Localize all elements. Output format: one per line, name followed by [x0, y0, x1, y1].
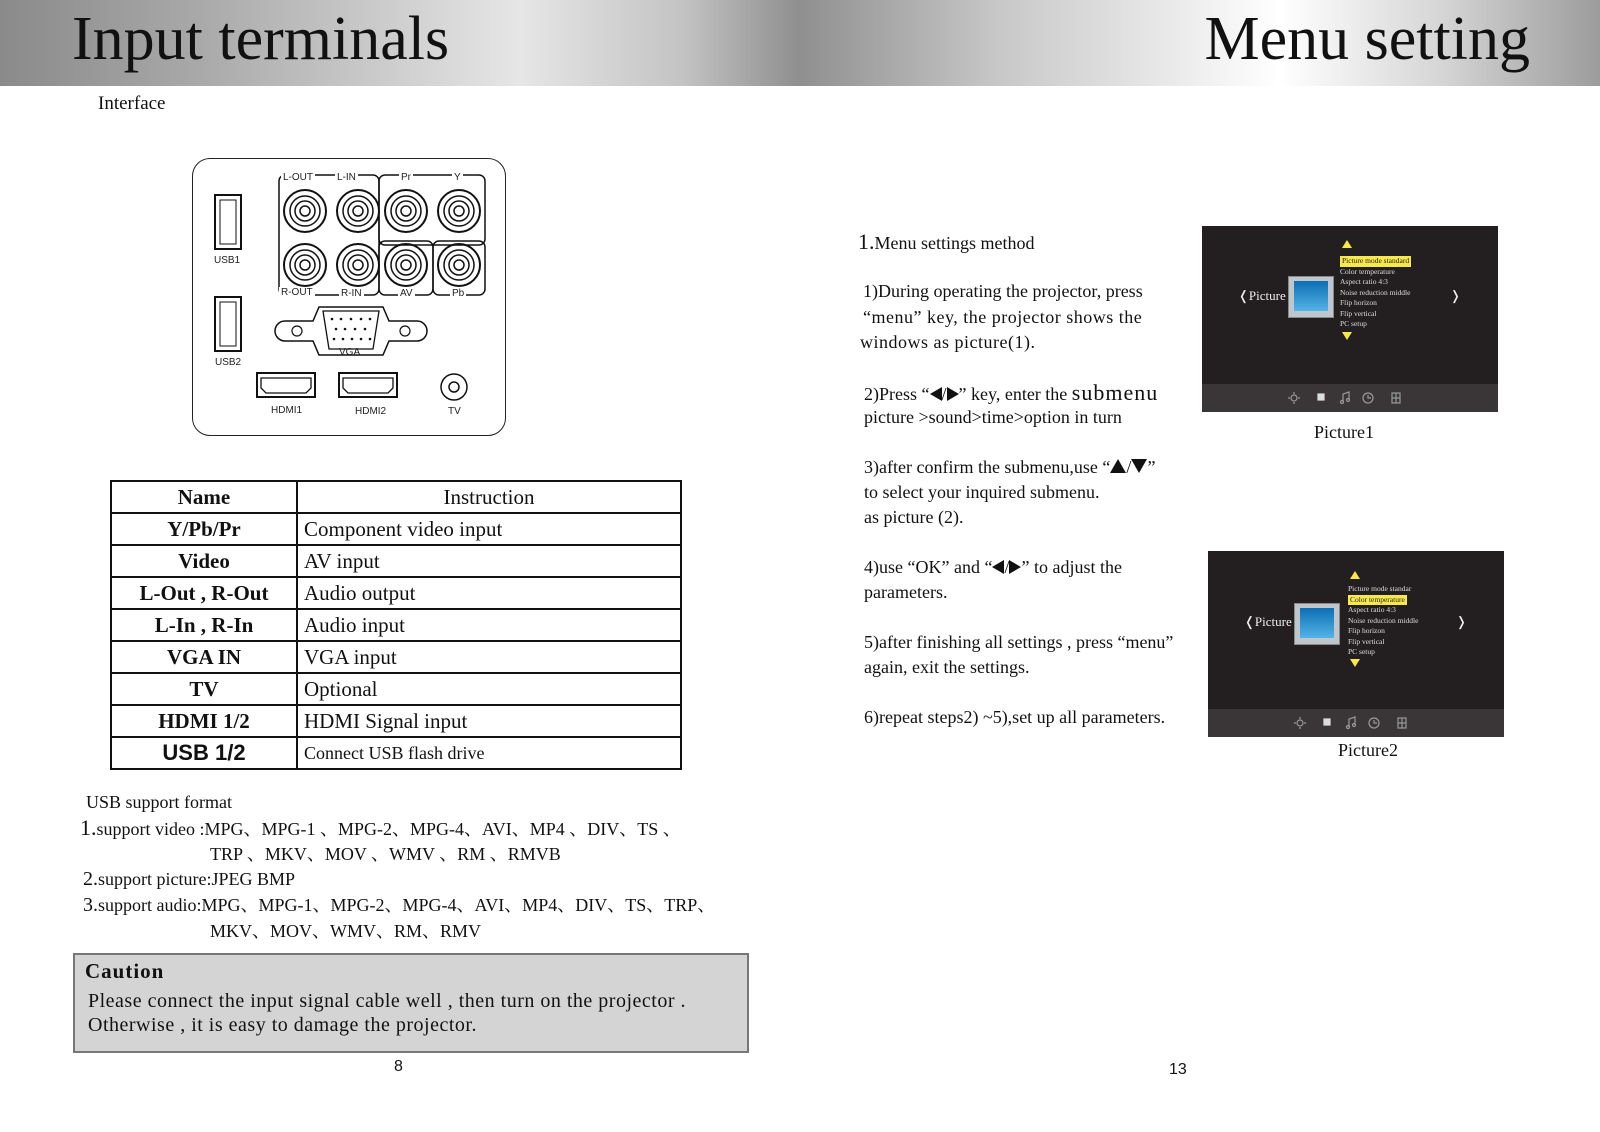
usb-audio-line2: MKV、MOV、WMV、RM、RMV: [210, 921, 482, 941]
right-page-number: 13: [1169, 1061, 1187, 1078]
label-tv: TV: [448, 406, 461, 417]
step2-text-pre: 2)Press “: [864, 384, 930, 404]
up-arrow-icon: [1350, 571, 1360, 579]
picture1-caption: Picture1: [1314, 422, 1374, 442]
monitor-icon: [1288, 276, 1334, 318]
menu-item: PC setup: [1348, 647, 1375, 656]
monitor-icon: [1294, 603, 1340, 645]
step1-line1: 1)During operating the projector, press: [863, 281, 1143, 301]
table-cell-instruction: VGA input: [297, 641, 681, 673]
menu-item: Flip horizon: [1348, 626, 1385, 635]
menu-item-label: Color temperature: [1350, 594, 1405, 604]
label-r-in: R-IN: [341, 288, 362, 299]
step4-text-pre: 4)use “OK” and “: [864, 557, 993, 577]
label-y: Y: [454, 172, 461, 183]
menu-item: Noise reduction middle: [1348, 615, 1419, 625]
usb-support-picture: [83, 867, 295, 892]
picture2-screen: [1208, 551, 1504, 737]
step5-line2: again, exit the settings.: [864, 657, 1030, 677]
usb2-port: [215, 297, 241, 351]
left-triangle-icon: [930, 387, 942, 401]
down-arrow-icon: [1350, 659, 1360, 667]
menu-category-icons: [1208, 709, 1504, 737]
usb-support-heading: USB support format: [86, 792, 232, 812]
label-av: AV: [400, 288, 413, 299]
label-usb2: USB2: [215, 357, 242, 368]
caution-title: Caution: [85, 959, 165, 983]
picture1-side-label-text: Picture: [1248, 288, 1286, 303]
connector-panel: [192, 158, 506, 436]
label-l-in: L-IN: [337, 172, 356, 183]
usb-audio-line1: support audio:MPG、MPG-1、MPG-2、MPG-4、AVI、MP4、DIV、TS、TRP、: [98, 895, 716, 915]
table-cell-name: L-Out , R-Out: [111, 577, 297, 609]
table-cell-name: Y/Pb/Pr: [111, 513, 297, 545]
table-cell-instruction: HDMI Signal input: [297, 705, 681, 737]
step1-line2: “menu” key, the projector shows the: [863, 307, 1143, 327]
menu-item: Color temperature: [1340, 266, 1395, 276]
usb-item-number: 1.: [80, 815, 97, 840]
table-cell-name: TV: [111, 673, 297, 705]
label-usb1: USB1: [214, 255, 241, 266]
caution-line: Please connect the input signal cable well , then turn on the projector .: [88, 990, 686, 1012]
table-cell-name: HDMI 1/2: [111, 705, 297, 737]
table-cell-instruction: Audio output: [297, 577, 681, 609]
picture1-menu-list: [1340, 256, 1411, 330]
down-triangle-icon: [1131, 459, 1147, 473]
left-page-title: Input terminals: [72, 5, 450, 73]
menu-item: Flip horizon: [1340, 298, 1377, 307]
picture2-icon-bar: [1208, 709, 1504, 737]
caution-line: Otherwise , it is easy to damage the projector.: [88, 1014, 477, 1036]
step4-line1: 4)use “OK” and “ / ” to adjust the: [864, 557, 1122, 577]
caution-body: [88, 989, 686, 1037]
picture2-menu-list: [1348, 584, 1418, 658]
table-cell-instruction: Audio input: [297, 609, 681, 641]
menu-item: [1348, 595, 1418, 606]
usb-support-audio: [83, 893, 715, 918]
label-vga: VGA: [339, 347, 361, 358]
right-title-banner: [800, 0, 1600, 86]
terminal-table: [110, 480, 682, 770]
menu-item: Aspect ratio 4:3: [1348, 605, 1396, 614]
label-pb: Pb: [452, 288, 465, 299]
step2-line1: 2)Press “ / ” key, enter the submenu: [864, 380, 1159, 405]
menu-item: Flip vertical: [1348, 636, 1385, 646]
label-hdmi2: HDMI2: [355, 406, 387, 417]
menu-item: PC setup: [1340, 319, 1367, 328]
section-number: 1.: [858, 229, 875, 254]
step3-line3: as picture (2).: [864, 507, 964, 527]
hdmi1-port: [257, 373, 315, 397]
right-triangle-icon: [1009, 560, 1021, 574]
section-heading: [858, 229, 1035, 256]
step3-text-pre: 3)after confirm the submenu,use “: [864, 457, 1111, 477]
usb-picture-line: support picture:JPEG BMP: [98, 869, 296, 889]
step4-text-post: ” to adjust the: [1021, 557, 1122, 577]
step5-line1: 5)after finishing all settings , press “menu”: [864, 632, 1174, 652]
chevron-right-icon: ❭: [1450, 288, 1461, 303]
usb-video-line2: TRP 、MKV、MOV 、WMV 、RM 、RMVB: [210, 844, 561, 864]
tv-port: [441, 374, 467, 400]
usb-item-number: 2.: [83, 868, 98, 890]
hdmi2-port: [339, 373, 397, 397]
menu-item: Noise reduction middle: [1340, 287, 1411, 297]
step2-submenu-word: submenu: [1071, 380, 1159, 405]
table-header-instruction: Instruction: [297, 481, 681, 513]
table-cell-instruction: Optional: [297, 673, 681, 705]
picture2-side-label-text: Picture: [1254, 614, 1292, 629]
interface-label: Interface: [98, 93, 166, 114]
table-cell-instruction: Connect USB flash drive: [297, 737, 681, 769]
step1-line3: windows as picture(1).: [860, 332, 1036, 352]
up-arrow-icon: [1342, 240, 1352, 248]
usb-support-video: [80, 815, 681, 842]
left-triangle-icon: [992, 560, 1004, 574]
table-cell-name: USB 1/2: [111, 737, 297, 769]
step6-line: 6)repeat steps2) ~5),set up all parameters.: [864, 707, 1166, 727]
table-row: [111, 513, 681, 545]
table-row: [111, 577, 681, 609]
table-cell-instruction: AV input: [297, 545, 681, 577]
right-page-title: Menu setting: [1204, 5, 1530, 73]
step3-text-end: ”: [1147, 457, 1156, 477]
caution-box: [73, 953, 749, 1053]
menu-item: [1340, 256, 1411, 267]
step3-line2: to select your inquired submenu.: [864, 482, 1100, 502]
left-title-banner: [0, 0, 800, 86]
step4-line2: parameters.: [864, 582, 948, 602]
chevron-right-icon: ❭: [1456, 614, 1467, 629]
table-cell-name: VGA IN: [111, 641, 297, 673]
picture2-side-label: ❬Picture: [1244, 614, 1292, 629]
table-row: [111, 641, 681, 673]
down-arrow-icon: [1342, 332, 1352, 340]
picture2-caption: Picture2: [1338, 740, 1398, 760]
picture1-icon-bar: [1202, 384, 1498, 412]
label-l-out: L-OUT: [283, 172, 313, 183]
table-row: [111, 545, 681, 577]
label-r-out: R-OUT: [281, 287, 313, 298]
table-cell-name: L-In , R-In: [111, 609, 297, 641]
section-title: Menu settings method: [874, 233, 1035, 253]
step2-line2: picture >sound>time>option in turn: [864, 407, 1122, 427]
menu-item-label: Picture mode standard: [1342, 256, 1410, 265]
table-row: [111, 705, 681, 737]
label-pr: Pr: [401, 172, 411, 183]
step3-line1: 3)after confirm the submenu,use “ / ”: [864, 457, 1156, 477]
rca-jacks: [284, 190, 480, 286]
menu-item: Flip vertical: [1340, 308, 1377, 318]
picture1-screen: [1202, 226, 1498, 412]
picture1-side-label: ❬Picture: [1238, 288, 1286, 303]
left-page-number: 8: [394, 1058, 403, 1075]
table-cell-name: Video: [111, 545, 297, 577]
label-hdmi1: HDMI1: [271, 405, 303, 416]
table-row: [111, 737, 681, 769]
usb-video-line1: support video :MPG、MPG-1 、MPG-2、MPG-4、AVI、MP4 、DIV、TS 、: [96, 819, 681, 839]
table-cell-instruction: Component video input: [297, 513, 681, 545]
right-triangle-icon: [947, 387, 959, 401]
step2-text-post: ” key, enter the: [958, 384, 1072, 404]
table-row: [111, 673, 681, 705]
usb1-port: [215, 195, 241, 249]
menu-item: Aspect ratio 4:3: [1340, 277, 1388, 286]
table-header-row: [111, 481, 681, 513]
table-row: [111, 609, 681, 641]
up-triangle-icon: [1110, 459, 1126, 473]
usb-item-number: 3.: [83, 894, 98, 916]
menu-category-icons: [1202, 384, 1498, 412]
menu-item: Picture mode standar: [1348, 584, 1412, 593]
table-header-name: Name: [111, 481, 297, 513]
